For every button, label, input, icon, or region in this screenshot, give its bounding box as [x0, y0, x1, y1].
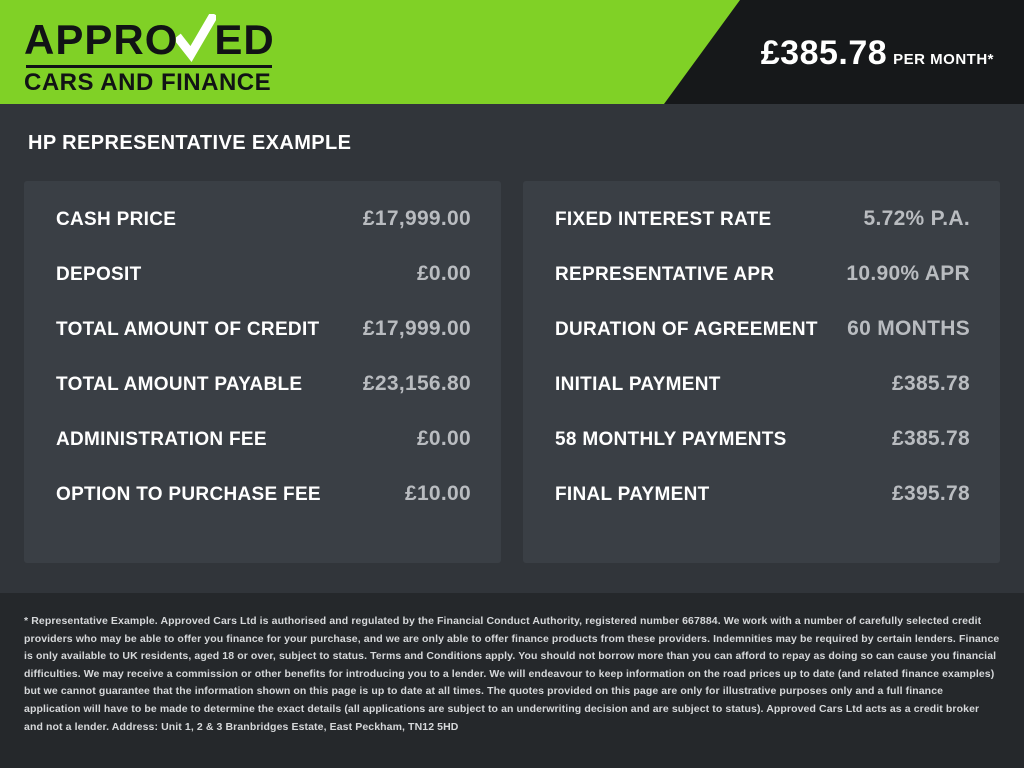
row-label: FIXED INTEREST RATE	[555, 209, 772, 230]
table-row	[56, 317, 471, 372]
row-value: £17,999.00	[362, 317, 471, 340]
row-value: £395.78	[891, 482, 970, 505]
table-row	[555, 317, 970, 372]
table-row	[555, 207, 970, 262]
row-label: CASH PRICE	[56, 209, 177, 230]
check-mark-icon	[178, 20, 214, 60]
row-label: TOTAL AMOUNT OF CREDIT	[56, 319, 320, 340]
table-row	[555, 427, 970, 482]
row-value: £385.78	[891, 427, 970, 450]
row-label: INITIAL PAYMENT	[555, 374, 721, 395]
main-content	[0, 104, 1024, 593]
table-row	[555, 482, 970, 537]
logo-divider	[26, 65, 272, 68]
price-period-label: PER MONTH*	[893, 51, 994, 68]
disclaimer-text: * Representative Example. Approved Cars Ltd is authorised and regulated by the Financial Conduct Authority, registered number 667884. We work with a number of carefully selected credit providers who may be able to offer you finance for your purchase, and we are only able to offer finance products from these providers. Indemnities may be required by certain lenders. Finance is only available to UK residents, aged 18 or over, subject to status. Terms and Conditions apply. You should not borrow more than you can afford to repay as doing so can cause you financial difficulties. We may receive a commission or other benefits for introducing you to a lender. We will endeavour to keep information on the road prices up to date (and related finance examples) but we cannot guarantee that the information shown on this page is up to date at all times. The quotes provided on this page are only for illustrative purposes only and a full finance application will have to be made to determine the exact details (all applications are subject to an underwriting decision and are subject to status). Approved Cars Ltd acts as a credit broker and not a lender. Address: Unit 1, 2 & 3 Branbridges Estate, East Peckham, TN12 5HD	[24, 615, 1000, 733]
price-amount: £385.78	[760, 34, 888, 72]
figures-panels	[24, 181, 1000, 563]
logo-wordmark-bottom: CARS AND FINANCE	[24, 69, 272, 96]
row-value: £10.00	[404, 482, 471, 505]
logo-wordmark-top	[24, 18, 444, 62]
left-figures-panel	[24, 181, 501, 563]
row-value: £0.00	[416, 427, 471, 450]
row-label: TOTAL AMOUNT PAYABLE	[56, 374, 303, 395]
table-row	[56, 372, 471, 427]
table-row	[56, 482, 471, 537]
table-row	[56, 207, 471, 262]
page-title: HP REPRESENTATIVE EXAMPLE	[28, 132, 352, 154]
row-value: £385.78	[891, 372, 970, 395]
row-label: OPTION TO PURCHASE FEE	[56, 484, 321, 505]
footer-disclaimer	[0, 593, 1024, 768]
right-figures-panel	[523, 181, 1000, 563]
row-value: £0.00	[416, 262, 471, 285]
row-label: FINAL PAYMENT	[555, 484, 710, 505]
monthly-price	[761, 34, 994, 73]
row-value: 5.72% P.A.	[863, 207, 970, 230]
page-header	[0, 0, 1024, 104]
row-value: 60 MONTHS	[847, 317, 970, 340]
table-row	[56, 262, 471, 317]
logo-text-ed: ED	[214, 16, 275, 63]
table-row	[56, 427, 471, 482]
row-label: DEPOSIT	[56, 264, 142, 285]
brand-logo	[24, 18, 444, 96]
row-label: DURATION OF AGREEMENT	[555, 319, 818, 340]
logo-text-appro: APPRO	[24, 16, 179, 63]
row-label: ADMINISTRATION FEE	[56, 429, 267, 450]
table-row	[555, 372, 970, 427]
row-value: £17,999.00	[362, 207, 471, 230]
row-label: 58 MONTHLY PAYMENTS	[555, 429, 787, 450]
row-value: 10.90% APR	[846, 262, 970, 285]
row-label: REPRESENTATIVE APR	[555, 264, 775, 285]
table-row	[555, 262, 970, 317]
row-value: £23,156.80	[362, 372, 471, 395]
